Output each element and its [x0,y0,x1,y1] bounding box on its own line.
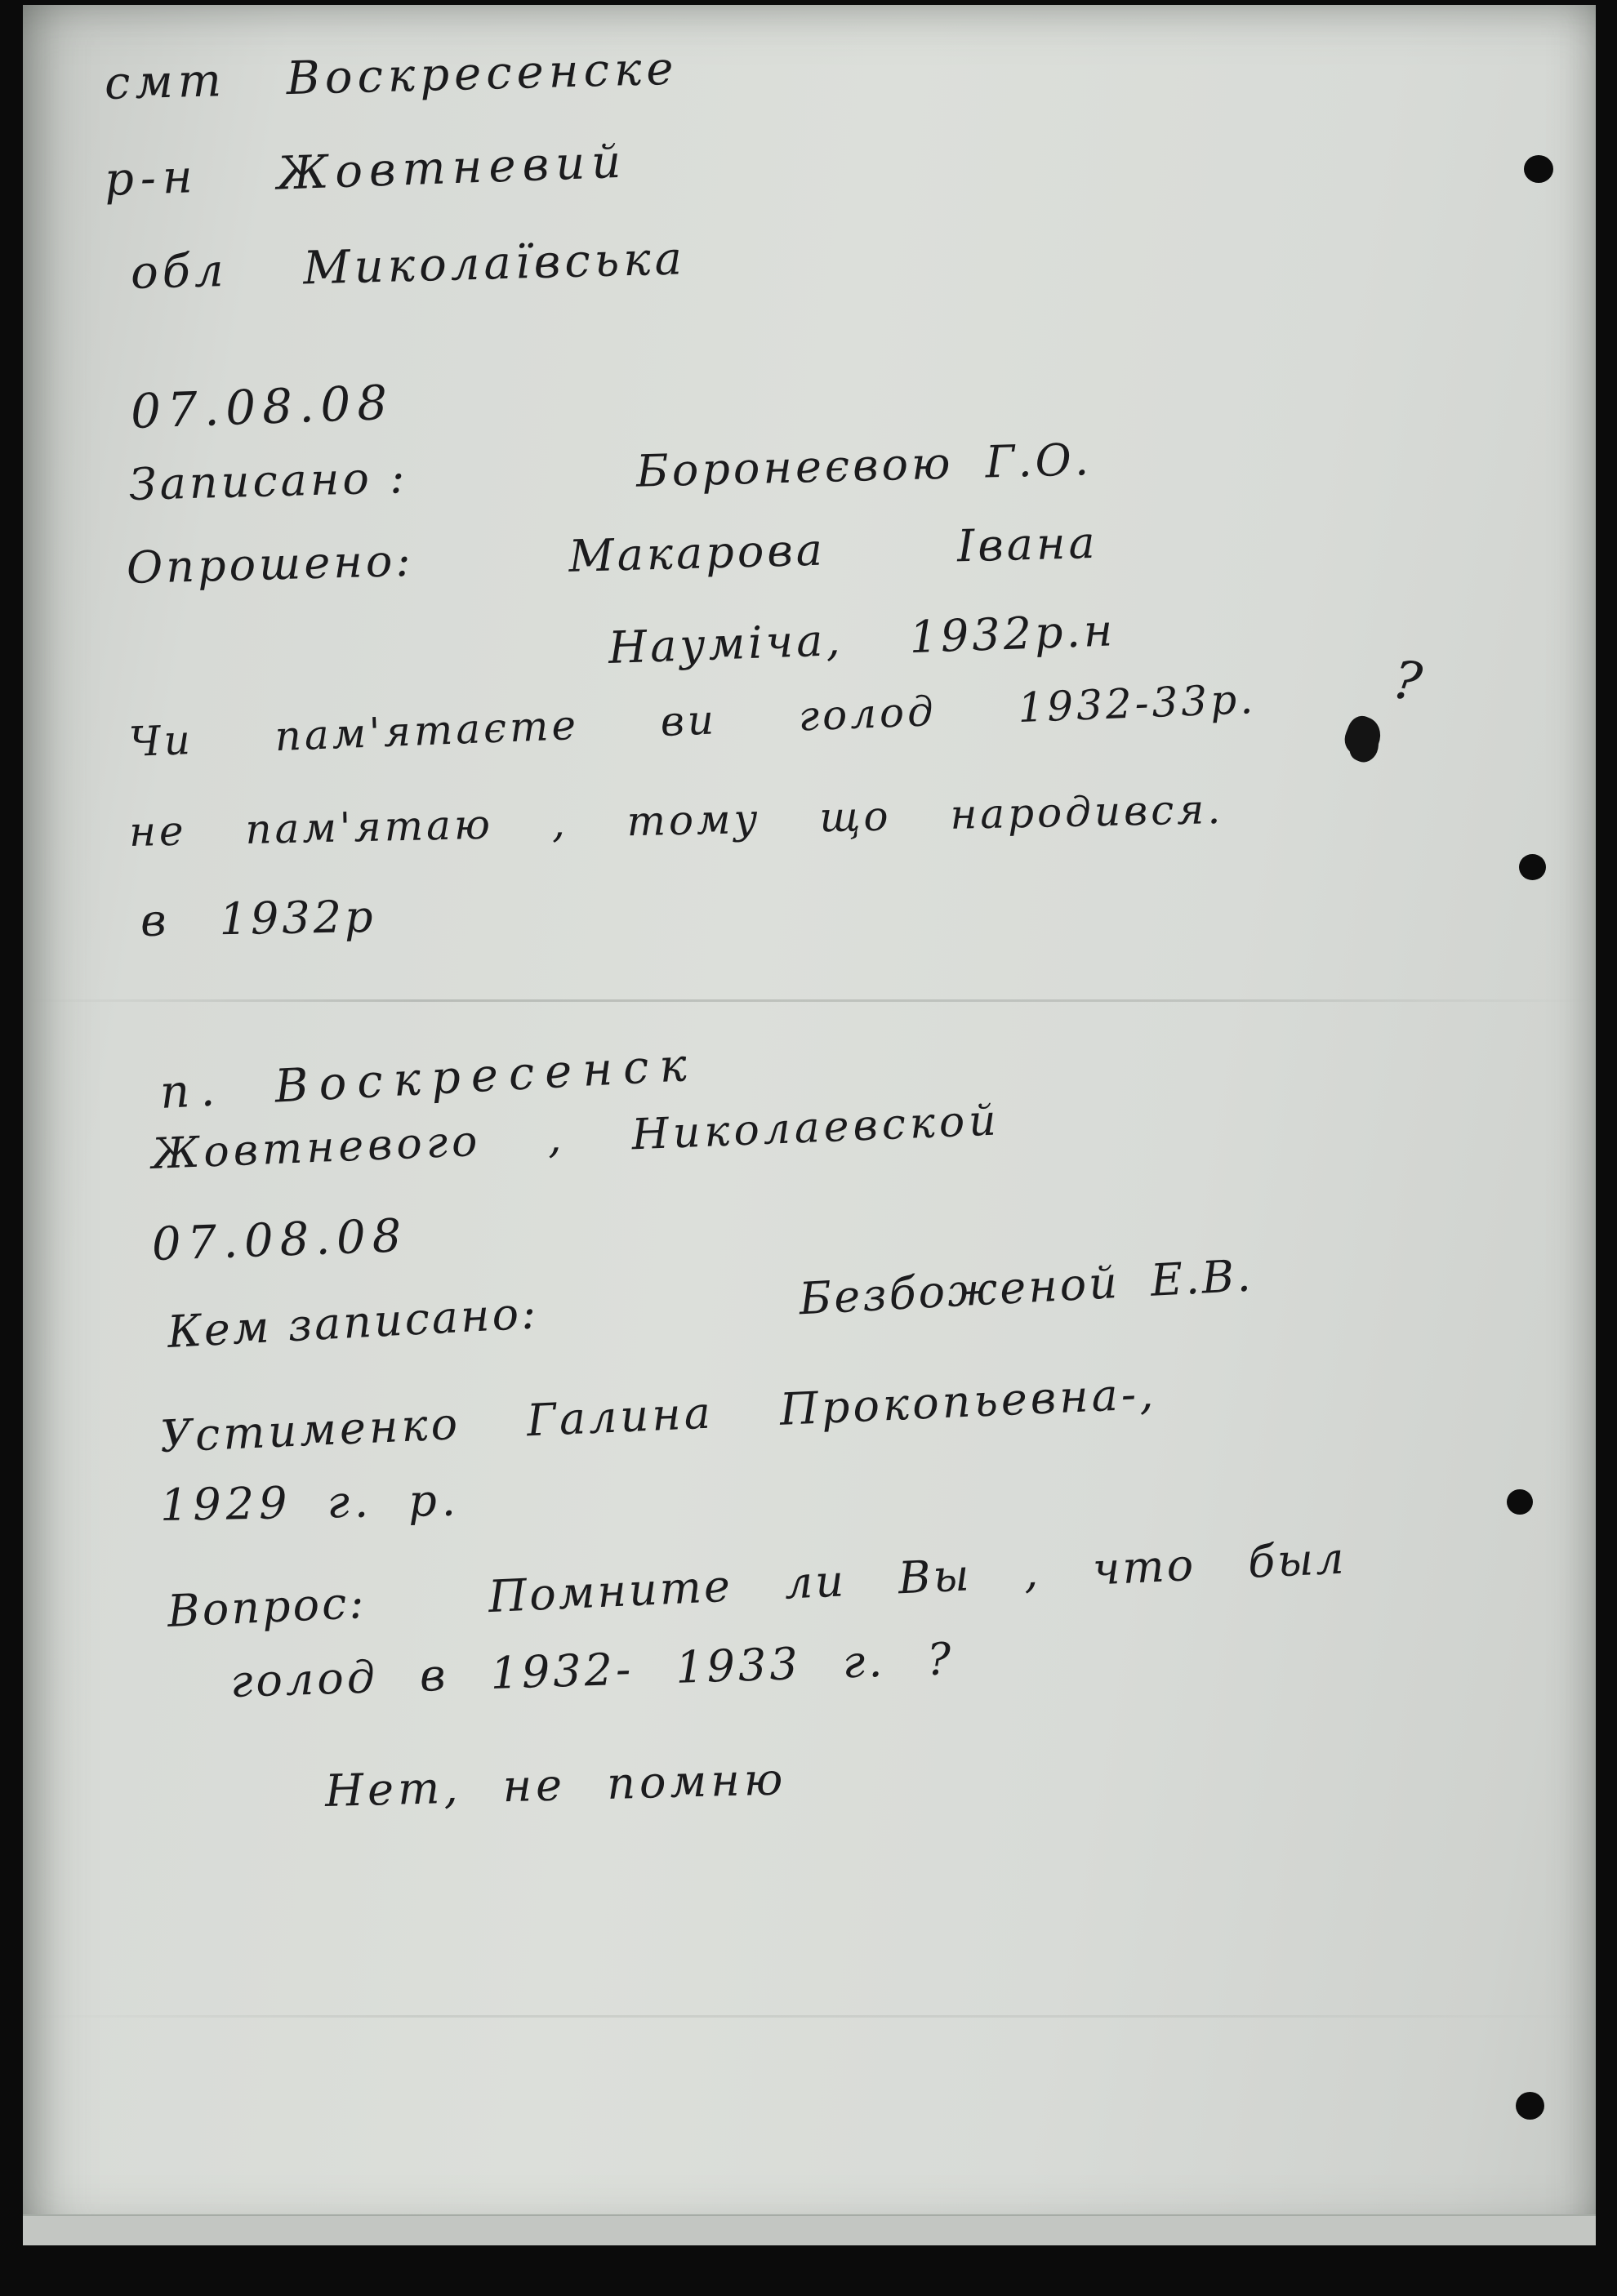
record1-settlement: смт Воскресенске [104,42,679,110]
record2-settlement: п. Воскресенск [158,1038,699,1119]
record1-date: 07.08.08 [129,374,395,439]
record1-asked-label: Опрошено: [126,534,415,594]
record1-respondent-name: Макарова Івана [568,516,1099,582]
hole-punch [1507,1489,1533,1515]
paper-crease [23,2015,1596,2018]
record2-question-line2: голод в 1932- 1933 г. ? [229,1633,956,1707]
hole-punch [1524,155,1553,183]
record2-question-text: Помните ли Вы , что был [487,1532,1348,1623]
record1-question-mark: ? [1389,649,1426,714]
record2-respondent-line1: Устименко Галина Прокопьевна-, [158,1367,1158,1462]
record1-respondent-patronymic-birth: Наумiча, 1932р.н [607,604,1117,674]
record2-respondent-line2: 1929 г. р. [159,1474,461,1531]
record2-recorded-by-name: Безбоженой Е.В. [797,1249,1254,1325]
record1-oblast: обл Миколаївська [130,232,687,300]
record2-date: 07.08.08 [150,1209,409,1271]
record2-question-label: Вопрос: [166,1576,368,1637]
record1-recorded-by-label: Записано : [128,452,408,510]
record1-recorded-by-name: Боронеєвою Г.О. [635,434,1093,497]
record1-answer-line2: в 1932р [140,890,377,946]
record2-district-oblast: Жовтневого , Николаевской [150,1096,1001,1179]
hole-punch [1516,2092,1544,2120]
record1-answer-line1: не пам'ятаю , тому що народився. [128,785,1224,856]
record2-recorded-by-label: Кем записано: [166,1287,540,1358]
record2-answer: Нет, не помню [324,1753,788,1817]
hole-punch [1519,854,1546,880]
record1-district: р-н Жовтневий [103,135,629,207]
record1-question: Чи пам'ятаєте ви голод 1932-33р. [127,675,1258,766]
paper-crease [23,999,1596,1002]
paper-bottom-edge [23,2214,1596,2245]
